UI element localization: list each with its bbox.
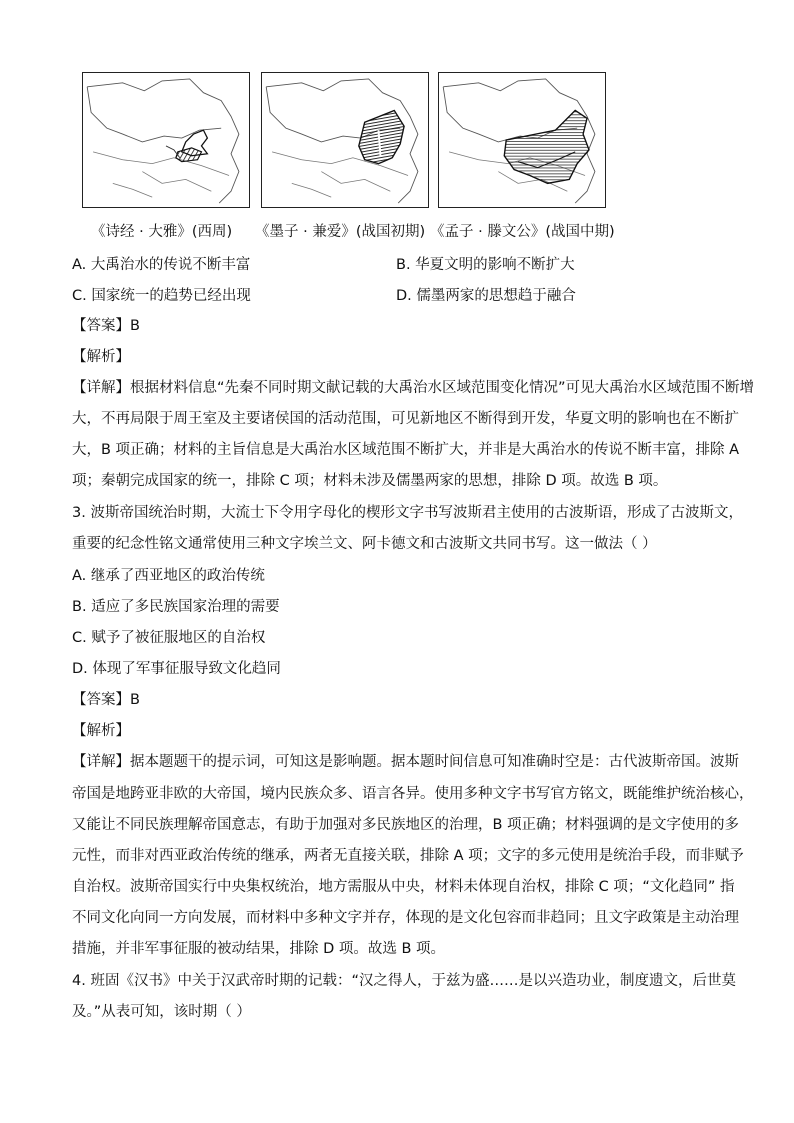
map-mengzi-drawing <box>439 73 605 207</box>
q3-analysis-heading: 【解析】 <box>72 723 130 739</box>
q3-detail-line: 【详解】据本题题干的提示词，可知这是影响题。据本题时间信息可知准确时空是：古代波斯帝国。波斯 <box>72 754 739 770</box>
map-caption-mozi: 《墨子 · 兼爱》(战国初期) <box>255 224 426 240</box>
map-caption-shijing: 《诗经 · 大雅》(西周) <box>91 224 233 240</box>
q2-detail-line: 项；秦朝完成国家的统一，排除 C 项；材料未涉及儒墨两家的思想，排除 D 项。故选 B 项。 <box>72 473 668 489</box>
q3-stem-line: 重要的纪念性铭文通常使用三种文字埃兰文、阿卡德文和古波斯文共同书写。这一做法（ ） <box>72 536 657 552</box>
q3-answer: 【答案】B <box>72 692 140 708</box>
q2-option-b: B. 华夏文明的影响不断扩大 <box>396 257 575 273</box>
q4-stem-line: 及。”从表可知，该时期（ ） <box>72 1004 251 1020</box>
q3-detail-line: 帝国是地跨亚非欧的大帝国，境内民族众多、语言各异。使用多种文字书写官方铭文，既能维护统治核心， <box>72 786 754 802</box>
q2-detail-line: 大，B 项正确；材料的主旨信息是大禹治水区域范围不断扩大，并非是大禹治水的传说不断丰富，排除 A <box>72 442 740 458</box>
q2-analysis-heading: 【解析】 <box>72 349 130 365</box>
q3-detail-line: 不同文化向同一方向发展，而材料中多种文字并存，体现的是文化包容而非趋同；且文字政策是主动治理 <box>72 910 739 926</box>
map-shijing <box>82 72 250 208</box>
q2-answer: 【答案】B <box>72 318 140 334</box>
q3-detail-line: 自治权。波斯帝国实行中央集权统治，地方需服从中央，材料未体现自治权，排除 C 项；“文化趋同” 指 <box>72 879 735 895</box>
q2-option-d: D. 儒墨两家的思想趋于融合 <box>396 288 576 304</box>
map-mengzi <box>438 72 606 208</box>
q2-detail-line: 大，不再局限于周王室及主要诸侯国的活动范围，可见新地区不断得到开发，华夏文明的影响也在不断扩 <box>72 411 739 427</box>
map-mozi-drawing <box>262 73 428 207</box>
q2-detail-line: 【详解】根据材料信息“先秦不同时期文献记载的大禹治水区域范围变化情况”可见大禹治水区域范围不断增 <box>72 380 755 396</box>
q3-detail-line: 措施，并非军事征服的被动结果，排除 D 项。故选 B 项。 <box>72 941 446 957</box>
map-caption-mengzi: 《孟子 · 滕文公》(战国中期) <box>430 224 615 240</box>
map-mozi <box>261 72 429 208</box>
q3-option-a: A. 继承了西亚地区的政治传统 <box>72 568 265 584</box>
q3-option-b: B. 适应了多民族国家治理的需要 <box>72 599 280 615</box>
q3-detail-line: 又能让不同民族理解帝国意志，有助于加强对多民族地区的治理，B 项正确；材料强调的是文字使用的多 <box>72 817 740 833</box>
q3-option-c: C. 赋予了被征服地区的自治权 <box>72 630 266 646</box>
q3-detail-line: 元性，而非对西亚政治传统的继承，两者无直接关联，排除 A 项；文字的多元使用是统治手段，而非赋予 <box>72 848 744 864</box>
q3-stem-line: 3. 波斯帝国统治时期，大流士下令用字母化的楔形文字书写波斯君主使用的古波斯语，形成了古波斯文， <box>72 505 743 521</box>
map-figure-group <box>82 72 608 212</box>
q2-option-c: C. 国家统一的趋势已经出现 <box>72 288 251 304</box>
q2-option-a: A. 大禹治水的传说不断丰富 <box>72 257 251 273</box>
q3-option-d: D. 体现了军事征服导致文化趋同 <box>72 661 281 677</box>
q4-stem-line: 4. 班固《汉书》中关于汉武帝时期的记载：“汉之得人，于兹为盛……是以兴造功业，制度遗文，后世莫 <box>72 973 736 989</box>
map-shijing-drawing <box>83 73 249 207</box>
